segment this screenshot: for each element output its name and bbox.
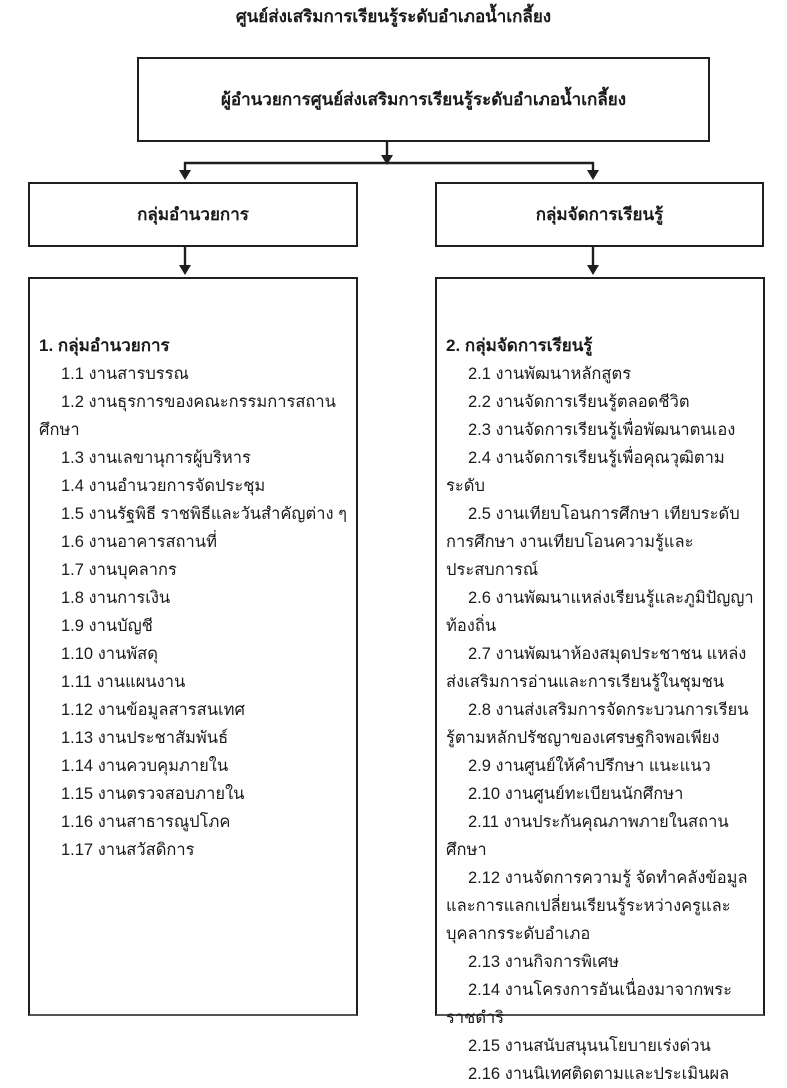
list-item: 1.11 งานแผนงาน bbox=[61, 673, 186, 691]
list-item: 2.11 งานประกันคุณภาพภายในสถานศึกษา bbox=[446, 813, 729, 859]
group-box-administration bbox=[28, 182, 358, 247]
list-item: 1.16 งานสาธารณูปโภค bbox=[61, 813, 231, 831]
list-item: 2.4 งานจัดการเรียนรู้เพื่อคุณวุฒิตามระดับ bbox=[446, 449, 725, 495]
list-item: 1.13 งานประชาสัมพันธ์ bbox=[61, 729, 229, 747]
administration-list-box bbox=[28, 277, 358, 1016]
list-item: 2.7 งานพัฒนาห้องสมุดประชาชน แหล่งส่งเสริมการอ่านและการเรียนรู้ในชุมชน bbox=[446, 645, 747, 691]
list-item: 1.5 งานรัฐพิธี ราชพิธีและวันสำคัญต่าง ๆ bbox=[61, 505, 347, 523]
list-item: 1.3 งานเลขานุการผู้บริหาร bbox=[61, 449, 251, 467]
list-item: 1.4 งานอำนวยการจัดประชุม bbox=[61, 477, 266, 495]
director-label: ผู้อำนวยการศูนย์ส่งเสริมการเรียนรู้ระดับอำเภอน้ำเกลี้ยง bbox=[220, 90, 627, 109]
list-item: 2.10 งานศูนย์ทะเบียนนักศึกษา bbox=[468, 785, 684, 803]
list-item: 2.13 งานกิจการพิเศษ bbox=[468, 953, 619, 971]
list-item: 1.6 งานอาคารสถานที่ bbox=[61, 533, 217, 551]
learning-management-list bbox=[446, 360, 754, 1088]
list-item: 1.8 งานการเงิน bbox=[61, 589, 171, 607]
list-item: 2.14 งานโครงการอันเนื่องมาจากพระราชดำริ bbox=[446, 981, 732, 1027]
list-item: 1.14 งานควบคุมภายใน bbox=[61, 757, 229, 775]
group-label-learning-management: กลุ่มจัดการเรียนรู้ bbox=[535, 205, 664, 224]
administration-list-heading: 1. กลุ่มอำนวยการ bbox=[39, 336, 170, 355]
list-item: 2.8 งานส่งเสริมการจัดกระบวนการเรียนรู้ตามหลักปรัชญาของเศรษฐกิจพอเพียง bbox=[446, 701, 749, 747]
list-item: 1.2 งานธุรการของคณะกรรมการสถานศึกษา bbox=[39, 393, 336, 439]
list-item: 2.6 งานพัฒนาแหล่งเรียนรู้และภูมิปัญญาท้องถิ่น bbox=[446, 589, 754, 635]
group-label-administration: กลุ่มอำนวยการ bbox=[137, 205, 249, 224]
group-box-learning-management bbox=[435, 182, 764, 247]
administration-list bbox=[39, 360, 347, 864]
list-item: 2.15 งานสนับสนุนนโยบายเร่งด่วน bbox=[468, 1037, 711, 1055]
page-title: ศูนย์ส่งเสริมการเรียนรู้ระดับอำเภอน้ำเกลี้ยง bbox=[235, 7, 552, 26]
list-item: 2.2 งานจัดการเรียนรู้ตลอดชีวิต bbox=[468, 393, 690, 411]
list-item: 2.9 งานศูนย์ให้คำปรึกษา แนะแนว bbox=[468, 757, 711, 775]
director-box bbox=[137, 57, 710, 142]
list-item: 2.12 งานจัดการความรู้ จัดทำคลังข้อมูล และการแลกเปลี่ยนเรียนรู้ระหว่างครูและบุคลากรระดับอำเภอ bbox=[446, 869, 748, 943]
learning-management-list-box bbox=[435, 277, 765, 1083]
list-item: 1.1 งานสารบรรณ bbox=[61, 365, 189, 383]
list-item: 2.1 งานพัฒนาหลักสูตร bbox=[468, 365, 632, 383]
list-item: 2.3 งานจัดการเรียนรู้เพื่อพัฒนาตนเอง bbox=[468, 421, 736, 439]
list-item: 1.9 งานบัญชี bbox=[61, 617, 153, 635]
list-item: 1.7 งานบุคลากร bbox=[61, 561, 177, 579]
list-item: 1.10 งานพัสดุ bbox=[61, 645, 158, 663]
list-item: 1.17 งานสวัสดิการ bbox=[61, 841, 195, 859]
list-item: 1.12 งานข้อมูลสารสนเทศ bbox=[61, 701, 246, 719]
learning-management-list-heading: 2. กลุ่มจัดการเรียนรู้ bbox=[446, 336, 593, 355]
list-item: 2.5 งานเทียบโอนการศึกษา เทียบระดับการศึกษา งานเทียบโอนความรู้และประสบการณ์ bbox=[446, 505, 740, 579]
list-item: 1.15 งานตรวจสอบภายใน bbox=[61, 785, 245, 803]
list-item: 2.16 งานนิเทศติดตามและประเมินผล bbox=[468, 1065, 730, 1083]
